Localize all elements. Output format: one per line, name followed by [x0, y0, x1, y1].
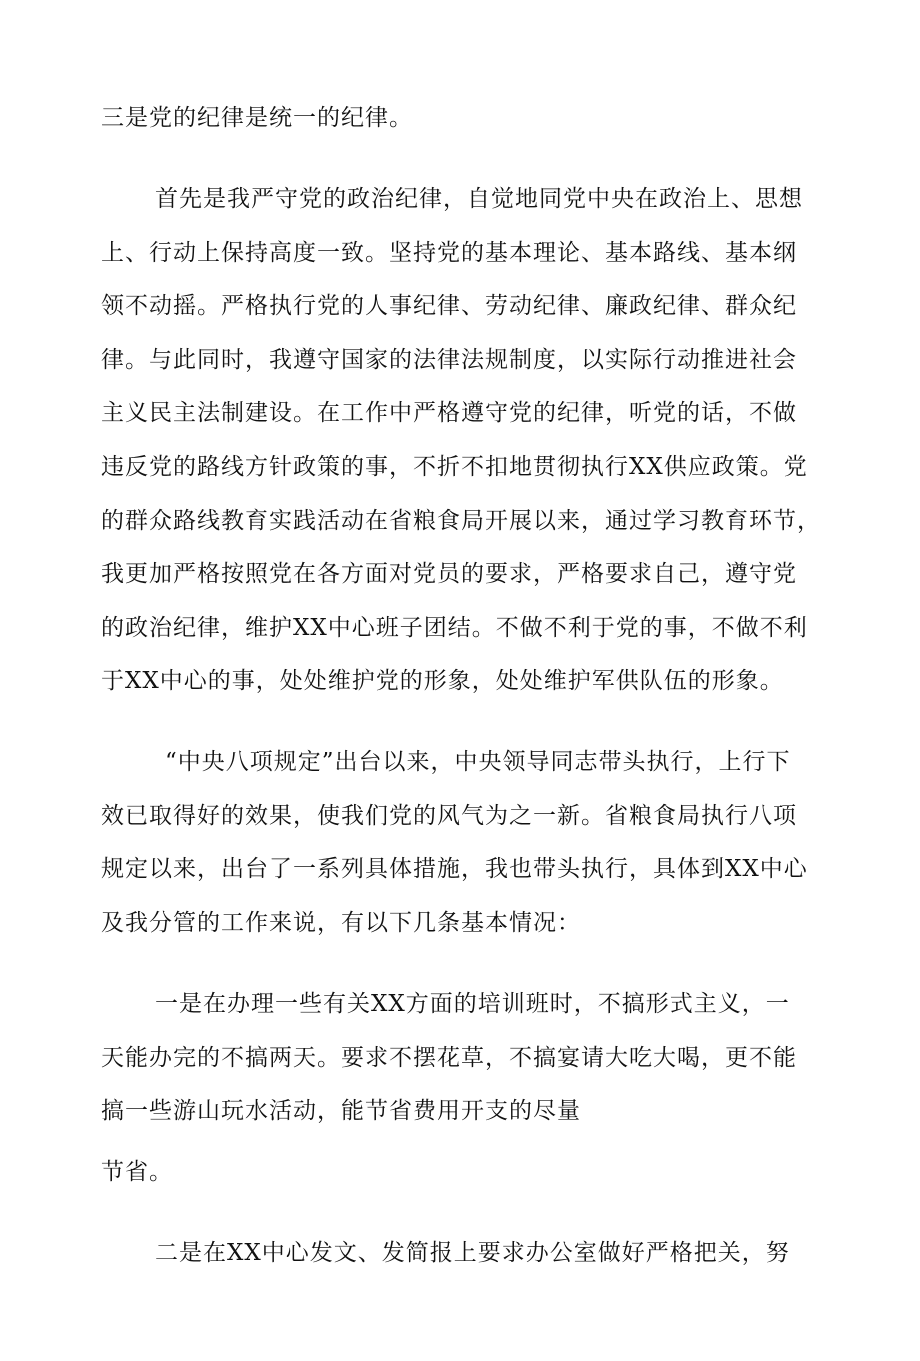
text-line: 搞一些游山玩水活动，能节省费用开支的尽量 — [101, 1098, 581, 1124]
text-line: 的群众路线教育实践活动在省粮食局开展以来，通过学习教育环节， — [101, 508, 821, 534]
text-line: 及我分管的工作来说，有以下几条基本情况： — [101, 910, 581, 936]
text-line: 天能办完的不搞两天。要求不摆花草，不搞宴请大吃大喝，更不能 — [101, 1045, 797, 1071]
text-line: 规定以来，出台了一系列具体措施，我也带头执行，具体到XX中心 — [101, 856, 808, 882]
text-line: 主义民主法制建设。在工作中严格遵守党的纪律，听党的话，不做 — [101, 400, 797, 426]
text-line: 律。与此同时，我遵守国家的法律法规制度，以实际行动推进社会 — [101, 347, 797, 373]
text-line: 三是党的纪律是统一的纪律。 — [101, 105, 413, 131]
text-line: 首先是我严守党的政治纪律，自觉地同党中央在政治上、思想 — [155, 186, 803, 212]
text-line: 节省。 — [101, 1159, 173, 1185]
text-line: 于XX中心的事，处处维护党的形象，处处维护军供队伍的形象。 — [101, 668, 784, 694]
text-line: “中央八项规定”出台以来，中央领导同志带头执行，上行下 — [165, 749, 791, 775]
text-line: 的政治纪律，维护XX中心班子团结。不做不利于党的事，不做不利 — [101, 615, 808, 641]
text-line: 二是在XX中心发文、发简报上要求办公室做好严格把关，努 — [155, 1240, 790, 1266]
text-line: 一是在办理一些有关XX方面的培训班时，不搞形式主义，一 — [155, 991, 790, 1017]
text-line: 我更加严格按照党在各方面对党员的要求，严格要求自己，遵守党 — [101, 561, 797, 587]
text-line: 领不动摇。严格执行党的人事纪律、劳动纪律、廉政纪律、群众纪 — [101, 293, 797, 319]
text-line: 上、行动上保持高度一致。坚持党的基本理论、基本路线、基本纲 — [101, 240, 797, 266]
text-line: 违反党的路线方针政策的事，不折不扣地贯彻执行XX供应政策。党 — [101, 454, 808, 480]
text-line: 效已取得好的效果，使我们党的风气为之一新。省粮食局执行八项 — [101, 803, 797, 829]
